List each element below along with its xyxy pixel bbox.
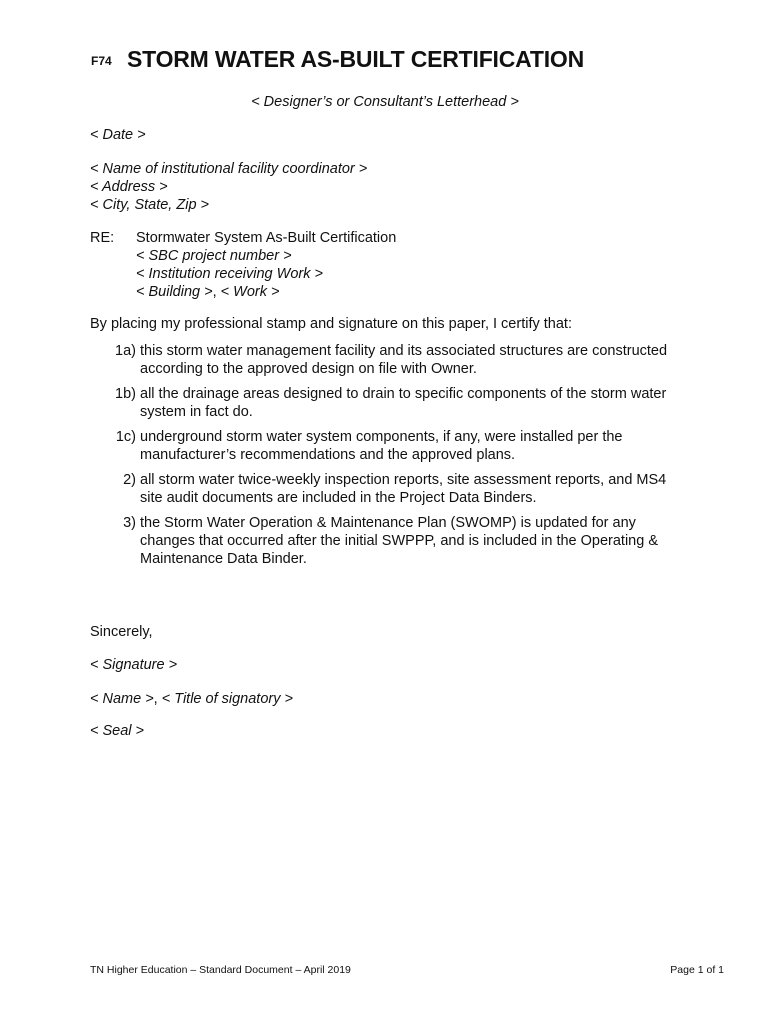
form-code: F74 (91, 54, 112, 68)
list-item-text: all the drainage areas designed to drain to specific components of the storm water system in fact do. (140, 386, 667, 420)
list-item (90, 385, 690, 421)
building-work-separator: , (212, 284, 221, 300)
coordinator-name-placeholder: < Name of institutional facility coordinator > (90, 161, 368, 177)
list-item-text: the Storm Water Operation & Maintenance Plan (SWOMP) is updated for any changes that occurred after the initial SWPPP, and is included in the Operating & Maintenance Data Binder. (140, 515, 659, 567)
footer-document-info: TN Higher Education – Standard Document – April 2019 (90, 964, 351, 976)
signature-placeholder: < Signature > (90, 657, 178, 673)
certification-list (90, 342, 690, 575)
list-item-number: 1c) (115, 429, 136, 445)
project-number-placeholder: < SBC project number > (136, 248, 292, 264)
closing-sincerely: Sincerely, (90, 624, 153, 640)
list-item (90, 428, 690, 464)
work-placeholder: < Work > (220, 284, 280, 300)
list-item (90, 342, 690, 378)
seal-placeholder: < Seal > (90, 723, 145, 739)
list-item-text: this storm water management facility and its associated structures are constructed according to the approved design on file with Owner. (140, 343, 668, 377)
list-item (90, 471, 690, 507)
list-item-number: 1b) (115, 386, 136, 402)
list-item-number: 1a) (115, 343, 136, 359)
list-item (90, 514, 690, 568)
building-placeholder: < Building > (136, 284, 213, 300)
list-item-number: 2) (123, 472, 136, 488)
name-title-line (90, 690, 293, 708)
list-item-number: 3) (123, 515, 136, 531)
list-item-text: underground storm water system components, if any, were installed per the manufacturer’s recommendations and the approved plans. (140, 429, 623, 463)
institution-placeholder: < Institution receiving Work > (136, 266, 323, 282)
address-placeholder: < Address > (90, 179, 168, 195)
name-title-separator: , (153, 691, 162, 707)
name-placeholder: < Name > (90, 691, 154, 707)
title-of-signatory-placeholder: < Title of signatory > (161, 691, 293, 707)
certification-intro: By placing my professional stamp and signature on this paper, I certify that: (90, 316, 572, 332)
city-state-zip-placeholder: < City, State, Zip > (90, 197, 210, 213)
page-title: STORM WATER AS-BUILT CERTIFICATION (127, 46, 584, 72)
letterhead-placeholder: < Designer’s or Consultant’s Letterhead > (251, 94, 519, 110)
footer-page-number: Page 1 of 1 (670, 964, 724, 976)
re-subject: Stormwater System As-Built Certification (136, 230, 397, 246)
date-placeholder: < Date > (90, 127, 146, 143)
building-work-line (136, 284, 279, 300)
re-label: RE: (90, 230, 115, 246)
list-item-text: all storm water twice-weekly inspection reports, site assessment reports, and MS4 site audit documents are included in the Project Data Binders. (140, 472, 667, 506)
